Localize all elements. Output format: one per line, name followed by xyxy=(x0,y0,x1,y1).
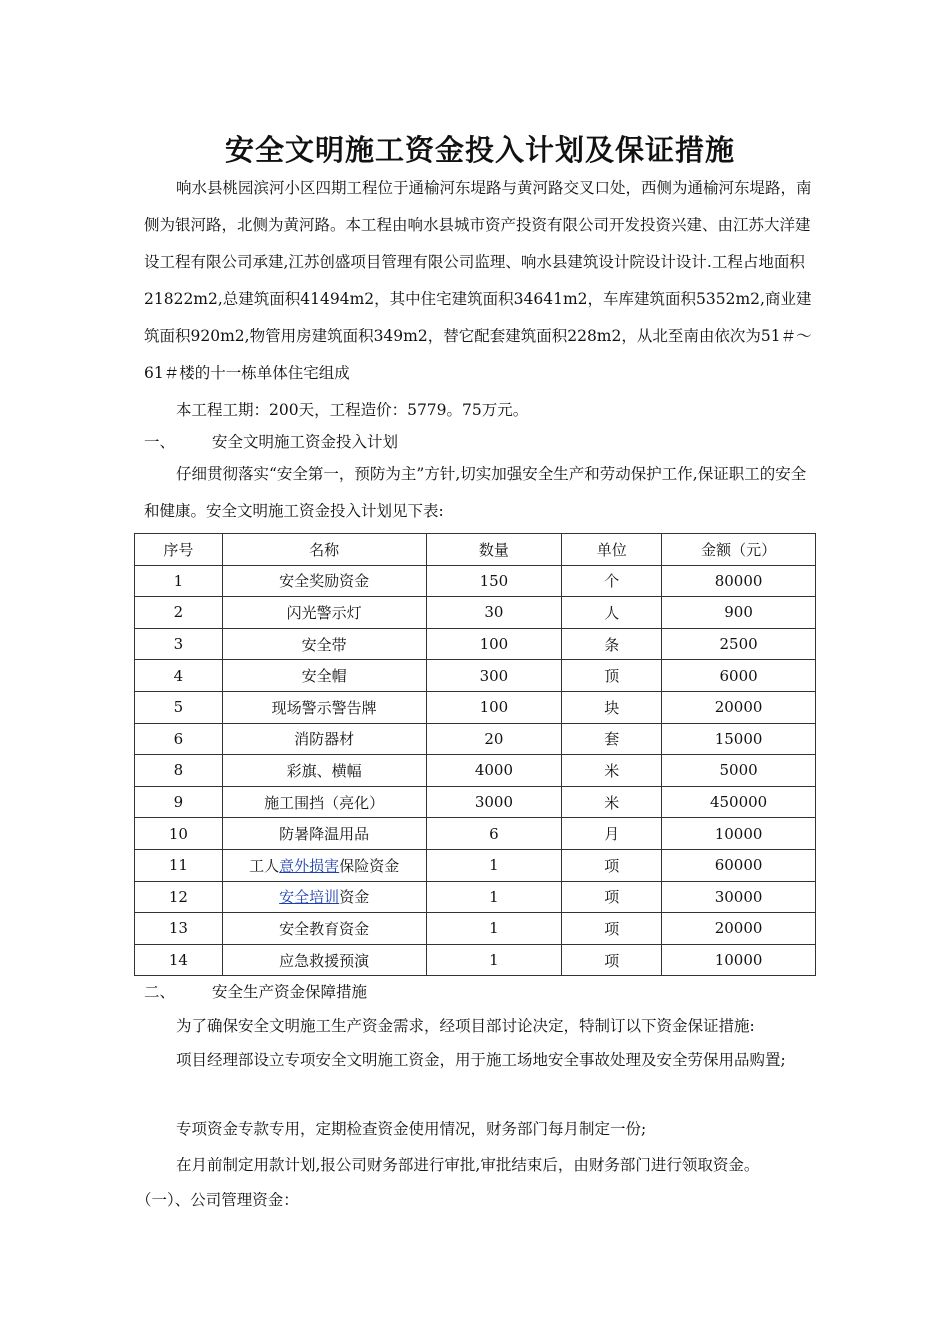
measure-2: 专项资金专款专用，定期检查资金使用情况，财务部门每月制定一份; xyxy=(176,1120,647,1138)
cell-no: 1 xyxy=(135,565,223,597)
section-2-title: 安全生产资金保障措施 xyxy=(212,983,368,1001)
cell-name-post: 保险资金 xyxy=(339,856,400,875)
table-row xyxy=(135,913,816,945)
cell-no: 3 xyxy=(135,628,223,660)
cell-name: 安全教育资金 xyxy=(222,913,426,945)
table-row xyxy=(135,881,816,913)
cell-unit: 月 xyxy=(562,818,662,850)
cell-name: 安全帽 xyxy=(222,660,426,692)
cell-name: 施工围挡（亮化） xyxy=(222,786,426,818)
table-row xyxy=(135,565,816,597)
cell-no: 9 xyxy=(135,786,223,818)
cell-no: 6 xyxy=(135,723,223,755)
cell-qty: 100 xyxy=(426,628,562,660)
table-row xyxy=(135,786,816,818)
header-name: 名称 xyxy=(222,534,426,566)
cell-qty: 300 xyxy=(426,660,562,692)
cell-unit: 项 xyxy=(562,944,662,976)
section-1-title: 安全文明施工资金投入计划 xyxy=(212,433,399,451)
subsection-heading: （一）、公司管理资金： xyxy=(136,1191,299,1209)
cell-no: 11 xyxy=(135,849,223,881)
cell-amount: 30000 xyxy=(662,881,816,913)
cell-unit: 套 xyxy=(562,723,662,755)
cell-qty: 1 xyxy=(426,881,562,913)
cell-qty: 4000 xyxy=(426,755,562,787)
cell-amount: 60000 xyxy=(662,849,816,881)
cell-name xyxy=(222,881,426,913)
cell-qty: 150 xyxy=(426,565,562,597)
cell-name xyxy=(222,849,426,881)
cell-amount: 5000 xyxy=(662,755,816,787)
measure-1: 项目经理部设立专项安全文明施工资金，用于施工场地安全事故处理及安全劳保用品购置; xyxy=(176,1051,786,1069)
cell-amount: 80000 xyxy=(662,565,816,597)
cell-name: 彩旗、横幅 xyxy=(222,755,426,787)
header-amount: 金额（元） xyxy=(662,534,816,566)
cell-amount: 15000 xyxy=(662,723,816,755)
table-row xyxy=(135,628,816,660)
cell-no: 12 xyxy=(135,881,223,913)
table-row xyxy=(135,660,816,692)
document-title: 安全文明施工资金投入计划及保证措施 xyxy=(224,133,735,167)
section-1-heading xyxy=(144,431,398,453)
cell-no: 8 xyxy=(135,755,223,787)
table-row xyxy=(135,691,816,723)
table-row xyxy=(135,597,816,629)
cell-unit: 顶 xyxy=(562,660,662,692)
header-qty: 数量 xyxy=(426,534,562,566)
table-row xyxy=(135,755,816,787)
cell-name: 消防器材 xyxy=(222,723,426,755)
safety-training-link[interactable]: 安全培训 xyxy=(279,888,340,907)
cell-unit: 项 xyxy=(562,913,662,945)
cell-no: 13 xyxy=(135,913,223,945)
cell-unit: 项 xyxy=(562,881,662,913)
table-row xyxy=(135,944,816,976)
cell-name-pre: 工人 xyxy=(249,856,280,875)
cell-qty: 100 xyxy=(426,691,562,723)
header-no: 序号 xyxy=(135,534,223,566)
funding-table xyxy=(134,533,816,976)
cell-amount: 900 xyxy=(662,597,816,629)
cell-amount: 2500 xyxy=(662,628,816,660)
cell-unit: 米 xyxy=(562,786,662,818)
cell-name: 应急救援预演 xyxy=(222,944,426,976)
cell-unit: 条 xyxy=(562,628,662,660)
cell-unit: 人 xyxy=(562,597,662,629)
duration-paragraph: 本工程工期：200天，工程造价：5779。75万元。 xyxy=(176,401,529,419)
intro-paragraph: 响水县桃园滨河小区四期工程位于通榆河东堤路与黄河路交叉口处，西侧为通榆河东堤路，南侧为银河路，北侧为黄河路。本工程由响水县城市资产投资有限公司开发投资兴建、由江苏大洋建设工程有限公司承建,江苏创盛项目管理有限公司监理、响水县建筑设计院设计设计.工程占地面积21822m2,总建筑面积41494m2，其中住宅建筑面积34641m2，车库建筑面积5352m2,商业建筑面积920m2,物管用房建筑面积349m2，替它配套建筑面积228m2，从北至南由依次为51＃～61＃楼的十一栋单体住宅组成 xyxy=(144,179,812,382)
cell-amount: 6000 xyxy=(662,660,816,692)
cell-name: 闪光警示灯 xyxy=(222,597,426,629)
table-row xyxy=(135,723,816,755)
cell-unit: 项 xyxy=(562,849,662,881)
cell-no: 10 xyxy=(135,818,223,850)
section-1-number: 一、 xyxy=(144,433,176,451)
cell-unit: 米 xyxy=(562,755,662,787)
cell-name: 现场警示警告牌 xyxy=(222,691,426,723)
cell-qty: 1 xyxy=(426,944,562,976)
cell-qty: 1 xyxy=(426,849,562,881)
cell-no: 14 xyxy=(135,944,223,976)
accident-insurance-link[interactable]: 意外损害 xyxy=(279,856,340,875)
cell-name-post: 资金 xyxy=(339,888,370,907)
cell-name: 安全奖励资金 xyxy=(222,565,426,597)
table-row xyxy=(135,849,816,881)
table-row xyxy=(135,818,816,850)
cell-qty: 30 xyxy=(426,597,562,629)
measure-3: 在月前制定用款计划,报公司财务部进行审批,审批结束后，由财务部门进行领取资金。 xyxy=(176,1156,760,1174)
table-header-row xyxy=(135,534,816,566)
header-unit: 单位 xyxy=(562,534,662,566)
cell-unit: 块 xyxy=(562,691,662,723)
section-2-number: 二、 xyxy=(144,983,176,1001)
cell-qty: 1 xyxy=(426,913,562,945)
cell-amount: 10000 xyxy=(662,818,816,850)
cell-amount: 20000 xyxy=(662,691,816,723)
cell-no: 4 xyxy=(135,660,223,692)
cell-amount: 20000 xyxy=(662,913,816,945)
cell-no: 5 xyxy=(135,691,223,723)
cell-amount: 10000 xyxy=(662,944,816,976)
cell-name: 安全带 xyxy=(222,628,426,660)
cell-name: 防暑降温用品 xyxy=(222,818,426,850)
cell-unit: 个 xyxy=(562,565,662,597)
section-2-heading xyxy=(144,981,367,1003)
cell-no: 2 xyxy=(135,597,223,629)
cell-qty: 20 xyxy=(426,723,562,755)
cell-qty: 3000 xyxy=(426,786,562,818)
section-1-text: 仔细贯彻落实“安全第一，预防为主”方针,切实加强安全生产和劳动保护工作,保证职工的安全和健康。安全文明施工资金投入计划见下表: xyxy=(144,465,807,520)
cell-qty: 6 xyxy=(426,818,562,850)
measures-intro: 为了确保安全文明施工生产资金需求，经项目部讨论决定，特制订以下资金保证措施: xyxy=(176,1017,755,1035)
cell-amount: 450000 xyxy=(662,786,816,818)
